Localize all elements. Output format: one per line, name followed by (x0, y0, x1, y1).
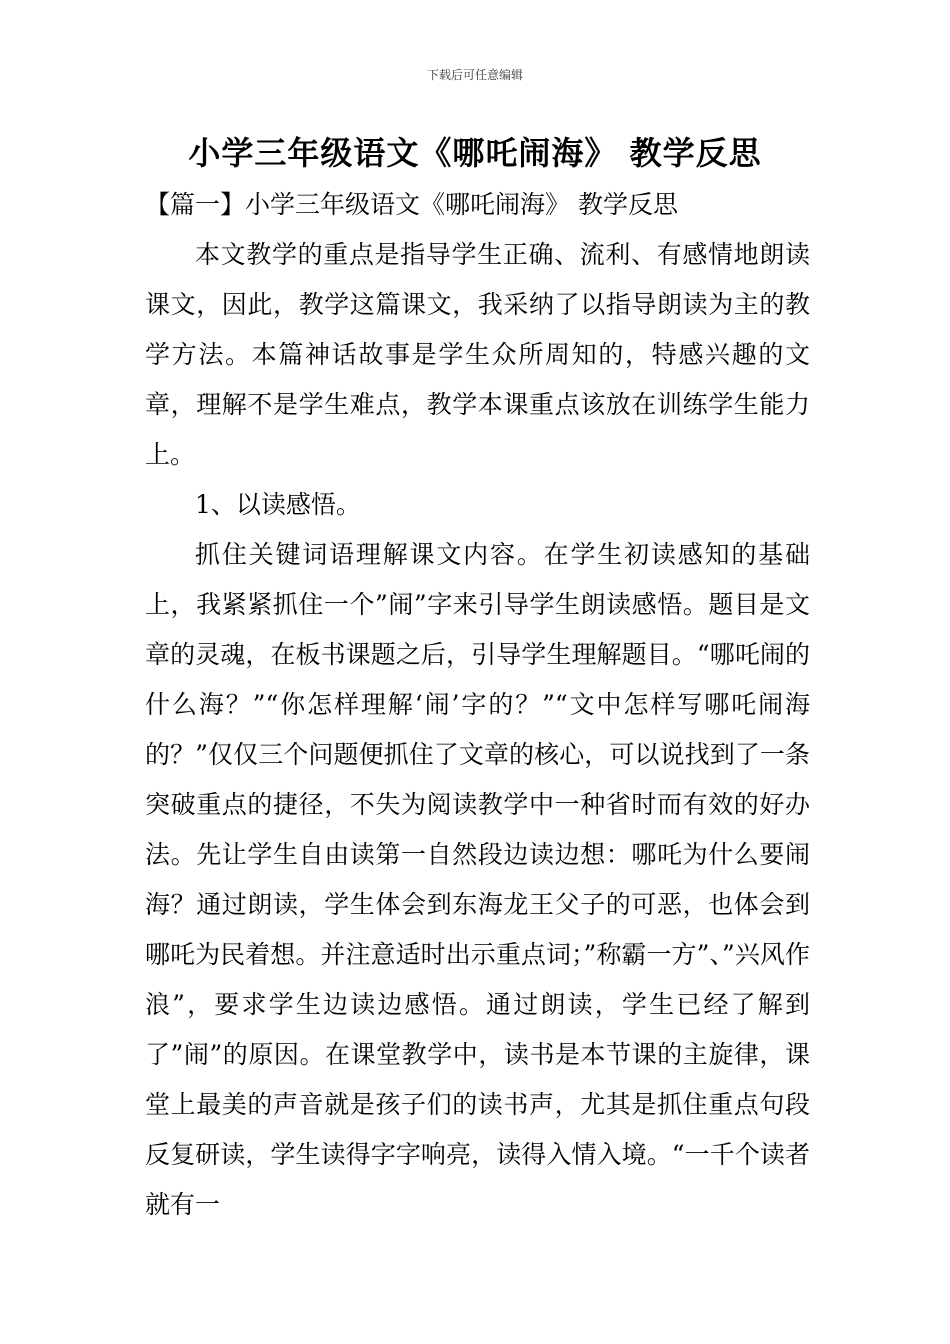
paragraph: 1、以读感悟。 (195, 490, 361, 519)
section-heading: 【篇一】小学三年级语文《哪吒闹海》 教学反思 (145, 190, 678, 219)
paragraph: 本文教学的重点是指导学生正确、流利、有感情地朗读课文，因此，教学这篇课文，我采纳了以指导朗读为主的教学方法。本篇神话故事是学生众所周知的，特感兴趣的文章，理解不是学生难点，教学本课重点该放在训练学生能力上。 (145, 240, 810, 469)
document-title: 小学三年级语文《哪吒闹海》 教学反思 (188, 134, 762, 172)
paragraph: 抓住关键词语理解课文内容。在学生初读感知的基础上，我紧紧抓住一个”闹”字来引导学生朗读感悟。题目是文章的灵魂，在板书课题之后，引导学生理解题目。“哪吒闹的什么海？”“你怎样理解‘闹’字的？”“文中怎样写哪吒闹海的？”仅仅三个问题便抓住了文章的核心，可以说找到了一条突破重点的捷径，不失为阅读教学中一种省时而有效的好办法。先让学生自由读第一自然段边读边想：哪吒为什么要闹海？通过朗读，学生体会到东海龙王父子的可恶，也体会到哪吒为民着想。并注意适时出示重点词；”称霸一方”、”兴风作浪”，要求学生边读边感悟。通过朗读，学生已经了解到了”闹”的原因。在课堂教学中，读书是本节课的主旋律，课堂上最美的声音就是孩子们的读书声，尤其是抓住重点句段反复研读，学生读得字字响亮，读得入情入境。“一千个读者就有一 (145, 540, 810, 1219)
header-note: 下载后可任意编辑 (426, 68, 523, 82)
document-body (145, 180, 810, 1230)
